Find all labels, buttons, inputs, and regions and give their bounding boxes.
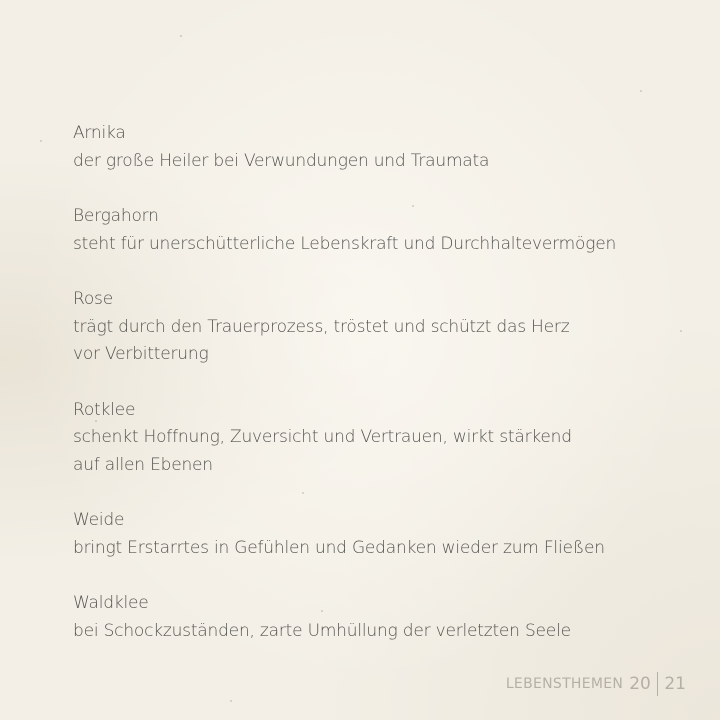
plant-entry [73,286,673,369]
plant-description: vor Verbitterung [73,344,209,364]
plant-entry [73,203,673,258]
plant-name: Rotklee [73,399,136,420]
plant-name: Weide [73,510,125,530]
plant-entry [73,120,673,175]
paper-speck [180,35,182,37]
page-divider [657,672,659,696]
plant-name: Waldklee [73,593,149,613]
paper-speck [230,700,232,702]
plant-entry [73,590,673,645]
plant-list [73,120,673,673]
plant-description: trägt durch den Trauerprozess, tröstet und schützt das Herz [73,316,570,337]
page-footer [506,670,686,698]
plant-name: Rose [73,289,113,309]
plant-description: bei Schockzuständen, zarte Umhüllung der verletzten Seele [73,620,571,641]
page-number-right: 21 [664,674,686,694]
paper-speck [640,90,642,92]
paper-speck [40,140,42,142]
footer-title: LEBENSTHEMEN [505,676,624,692]
page-number-left: 20 [629,674,651,694]
plant-description: bringt Erstarrtes in Gefühlen und Gedanken wieder zum Fließen [73,537,605,558]
plant-name: Arnika [73,123,126,143]
plant-description: schenkt Hoffnung, Zuversicht und Vertrauen, wirkt stärkend [73,427,572,447]
plant-description: auf allen Ebenen [73,454,213,475]
paper-speck [680,330,682,332]
plant-description: steht für unerschütterliche Lebenskraft und Durchhaltevermögen [73,233,617,254]
plant-description: der große Heiler bei Verwundungen und Traumata [73,150,490,171]
plant-entry [73,507,673,562]
plant-entry [73,397,673,480]
plant-name: Bergahorn [73,206,159,226]
